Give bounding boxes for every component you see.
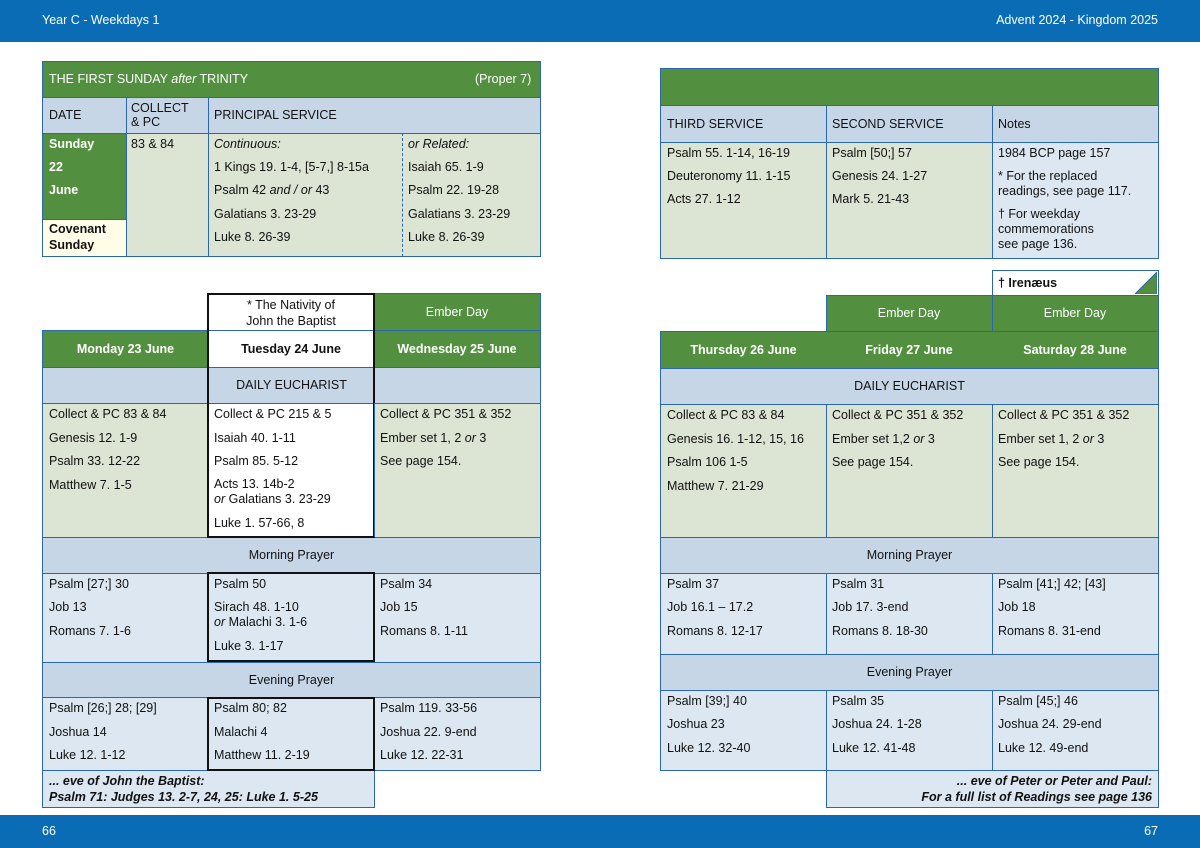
divider [992, 690, 993, 770]
sunday-month: June [49, 183, 79, 197]
rel-reading: Isaiah 65. 1-9 [408, 160, 484, 174]
eve-note-line2: Psalm 71: Judges 13. 2-7, 24, 25: Luke 1. 5-25 [49, 790, 318, 804]
divider [992, 573, 993, 654]
ember-day-label: Ember Day [877, 306, 941, 320]
reading: Luke 12. 32-40 [667, 741, 751, 755]
day-label: Saturday 28 June [1023, 343, 1127, 357]
day-label: Thursday 26 June [690, 343, 797, 357]
reading: Joshua 24. 29-end [998, 717, 1102, 731]
reading: Romans 8. 18-30 [832, 624, 928, 638]
day-label: Friday 27 June [865, 343, 953, 357]
reading: Romans 8. 31-end [998, 624, 1101, 638]
head-third: THIRD SERVICE [667, 117, 764, 131]
reading: Psalm [39;] 40 [667, 694, 747, 708]
reading: Psalm 33. 12-22 [49, 454, 141, 468]
reading: Joshua 14 [49, 725, 107, 739]
nativity-highlight-box [207, 697, 375, 771]
covenant-line1: Covenant [49, 222, 106, 236]
reading: Ember set 1, 2 or 3 [380, 431, 487, 445]
divider [126, 97, 127, 257]
reading: Joshua 22. 9-end [380, 725, 477, 739]
reading: Romans 7. 1-6 [49, 624, 131, 638]
divider [660, 573, 1159, 574]
reading: Psalm [26;] 28; [29] [49, 701, 157, 715]
irenaeus-border [992, 270, 1159, 296]
reading: Luke 1. 57-66, 8 [214, 516, 305, 530]
divider [660, 368, 1159, 369]
reading: See page 154. [380, 454, 462, 468]
divider [42, 133, 541, 134]
sunday-day: Sunday [49, 137, 95, 151]
reading: Psalm 80; 82 [214, 701, 287, 715]
third-reading: Psalm 55. 1-14, 16-19 [667, 146, 790, 160]
header-left: Year C - Weekdays 1 [42, 13, 160, 27]
reading: or Malachi 3. 1-6 [214, 615, 308, 629]
divider [660, 142, 1159, 143]
sunday-collect: 83 & 84 [131, 137, 175, 151]
reading: Matthew 7. 1-5 [49, 478, 132, 492]
reading: Psalm 85. 5-12 [214, 454, 299, 468]
reading: Psalm 106 1-5 [667, 455, 748, 469]
divider [660, 690, 1159, 691]
reading: Psalm 31 [832, 577, 885, 591]
note-line: commemorations [998, 222, 1094, 236]
rel-reading: Luke 8. 26-39 [408, 230, 485, 244]
evening-prayer-label: Evening Prayer [866, 665, 953, 679]
divider [992, 404, 993, 537]
header-band [0, 0, 1200, 42]
page-number-right: 67 [1144, 824, 1158, 838]
sunday-table-border [42, 61, 541, 257]
eve-note-line1: ... eve of John the Baptist: [49, 774, 205, 788]
reading: Joshua 24. 1-28 [832, 717, 922, 731]
services-table-border [660, 68, 1159, 259]
note-line: see page 136. [998, 237, 1078, 251]
divider [826, 690, 827, 770]
reading: Job 16.1 – 17.2 [667, 600, 754, 614]
divider [992, 295, 993, 331]
divider [402, 133, 403, 257]
cont-reading: Luke 8. 26-39 [214, 230, 291, 244]
cont-reading: Galatians 3. 23-29 [214, 207, 317, 221]
sunday-title: THE FIRST SUNDAY after TRINITY [49, 72, 249, 86]
reading: Psalm [41;] 42; [43] [998, 577, 1106, 591]
divider [826, 573, 827, 654]
daily-eucharist-label: DAILY EUCHARIST [236, 378, 347, 392]
second-reading: Mark 5. 21-43 [832, 192, 910, 206]
reading: Psalm [45;] 46 [998, 694, 1078, 708]
reading: Job 15 [380, 600, 418, 614]
day-label: Wednesday 25 June [397, 342, 517, 356]
reading: Malachi 4 [214, 725, 268, 739]
reading: Joshua 23 [667, 717, 725, 731]
reading: Matthew 11. 2-19 [214, 748, 310, 762]
reading: Romans 8. 12-17 [667, 624, 763, 638]
rel-reading: Psalm 22. 19-28 [408, 183, 500, 197]
reading: Romans 8. 1-11 [380, 624, 469, 638]
right-week-border [660, 331, 1159, 771]
reading: Sirach 48. 1-10 [214, 600, 299, 614]
note-line: readings, see page 117. [998, 184, 1132, 198]
head-date: DATE [49, 108, 82, 122]
page-number-left: 66 [42, 824, 56, 838]
morning-prayer-label: Morning Prayer [248, 548, 335, 562]
divider [42, 97, 541, 98]
nativity-highlight-box [207, 572, 375, 662]
divider [660, 105, 1159, 106]
eve-note-line2: For a full list of Readings see page 136 [921, 790, 1152, 804]
third-reading: Deuteronomy 11. 1-15 [667, 169, 791, 183]
divider [42, 662, 541, 663]
divider [660, 404, 1159, 405]
reading: Collect & PC 83 & 84 [667, 408, 785, 422]
reading: Isaiah 40. 1-11 [214, 431, 296, 445]
reading: Luke 12. 49-end [998, 741, 1089, 755]
cont-reading: Psalm 42 and / or 43 [214, 183, 330, 197]
ember-border [374, 293, 541, 331]
reading: Matthew 7. 21-29 [667, 479, 764, 493]
reading: Psalm 50 [214, 577, 267, 591]
reading: See page 154. [832, 455, 914, 469]
day-label: Tuesday 24 June [241, 342, 341, 356]
second-reading: Psalm [50;] 57 [832, 146, 912, 160]
divider [826, 404, 827, 537]
reading: Luke 12. 1-12 [49, 748, 126, 762]
footer-band [0, 815, 1200, 848]
note-line: † For weekday [998, 207, 1080, 221]
related-label: or Related: [408, 137, 470, 151]
proper-label: (Proper 7) [475, 72, 532, 86]
ember-day-label: Ember Day [1043, 306, 1107, 320]
reading: or Galatians 3. 23-29 [214, 492, 331, 506]
sunday-num: 22 [49, 160, 63, 174]
rel-reading: Galatians 3. 23-29 [408, 207, 511, 221]
head-collect: COLLECT [131, 101, 189, 115]
head-principal: PRINCIPAL SERVICE [214, 108, 337, 122]
eve-note-border [42, 770, 375, 808]
reading: Genesis 12. 1-9 [49, 431, 138, 445]
evening-prayer-label: Evening Prayer [248, 673, 335, 687]
reading: Psalm 35 [832, 694, 885, 708]
reading: Psalm [27;] 30 [49, 577, 129, 591]
covenant-line2: Sunday [49, 238, 95, 252]
eve-note-border [826, 770, 1159, 808]
daily-eucharist-label: DAILY EUCHARIST [854, 379, 965, 393]
reading: Job 18 [998, 600, 1036, 614]
divider [42, 219, 126, 220]
second-reading: Genesis 24. 1-27 [832, 169, 928, 183]
reading: Ember set 1, 2 or 3 [998, 432, 1105, 446]
reading: Job 13 [49, 600, 87, 614]
continuous-label: Continuous: [214, 137, 281, 151]
cont-reading: 1 Kings 19. 1-4, [5-7,] 8-15a [214, 160, 369, 174]
reading: Luke 12. 41-48 [832, 741, 916, 755]
reading: See page 154. [998, 455, 1080, 469]
nativity-line1: * The Nativity of [246, 298, 335, 312]
divider [208, 97, 209, 257]
nativity-highlight-box [207, 293, 375, 538]
reading: Psalm 34 [380, 577, 433, 591]
head-notes: Notes [998, 117, 1031, 131]
reading: Psalm 119. 33-56 [380, 701, 478, 715]
note-line: * For the replaced [998, 169, 1098, 183]
reading: Collect & PC 215 & 5 [214, 407, 332, 421]
reading: Collect & PC 351 & 352 [380, 407, 512, 421]
irenaeus-label: † Irenæus [998, 276, 1058, 290]
reading: Collect & PC 83 & 84 [49, 407, 167, 421]
reading: Luke 3. 1-17 [214, 639, 284, 653]
reading: Collect & PC 351 & 352 [832, 408, 964, 422]
divider [992, 105, 993, 259]
note-line: 1984 BCP page 157 [998, 146, 1111, 160]
reading: Luke 12. 22-31 [380, 748, 464, 762]
divider [374, 403, 375, 537]
nativity-line2: John the Baptist [246, 314, 336, 328]
ember-day-label: Ember Day [425, 305, 489, 319]
reading: Genesis 16. 1-12, 15, 16 [667, 432, 804, 446]
day-label: Monday 23 June [76, 342, 175, 356]
reading: Acts 13. 14b-2 [214, 477, 295, 491]
divider [660, 537, 1159, 538]
divider [826, 105, 827, 259]
head-second: SECOND SERVICE [832, 117, 944, 131]
reading: Ember set 1,2 or 3 [832, 432, 935, 446]
reading: Psalm 37 [667, 577, 720, 591]
eve-note-line1: ... eve of Peter or Peter and Paul: [956, 774, 1152, 788]
head-collect-pc: & PC [131, 115, 161, 129]
reading: Collect & PC 351 & 352 [998, 408, 1130, 422]
third-reading: Acts 27. 1-12 [667, 192, 741, 206]
header-right: Advent 2024 - Kingdom 2025 [996, 13, 1158, 27]
morning-prayer-label: Morning Prayer [866, 548, 953, 562]
reading: Job 17. 3-end [832, 600, 909, 614]
divider [660, 654, 1159, 655]
